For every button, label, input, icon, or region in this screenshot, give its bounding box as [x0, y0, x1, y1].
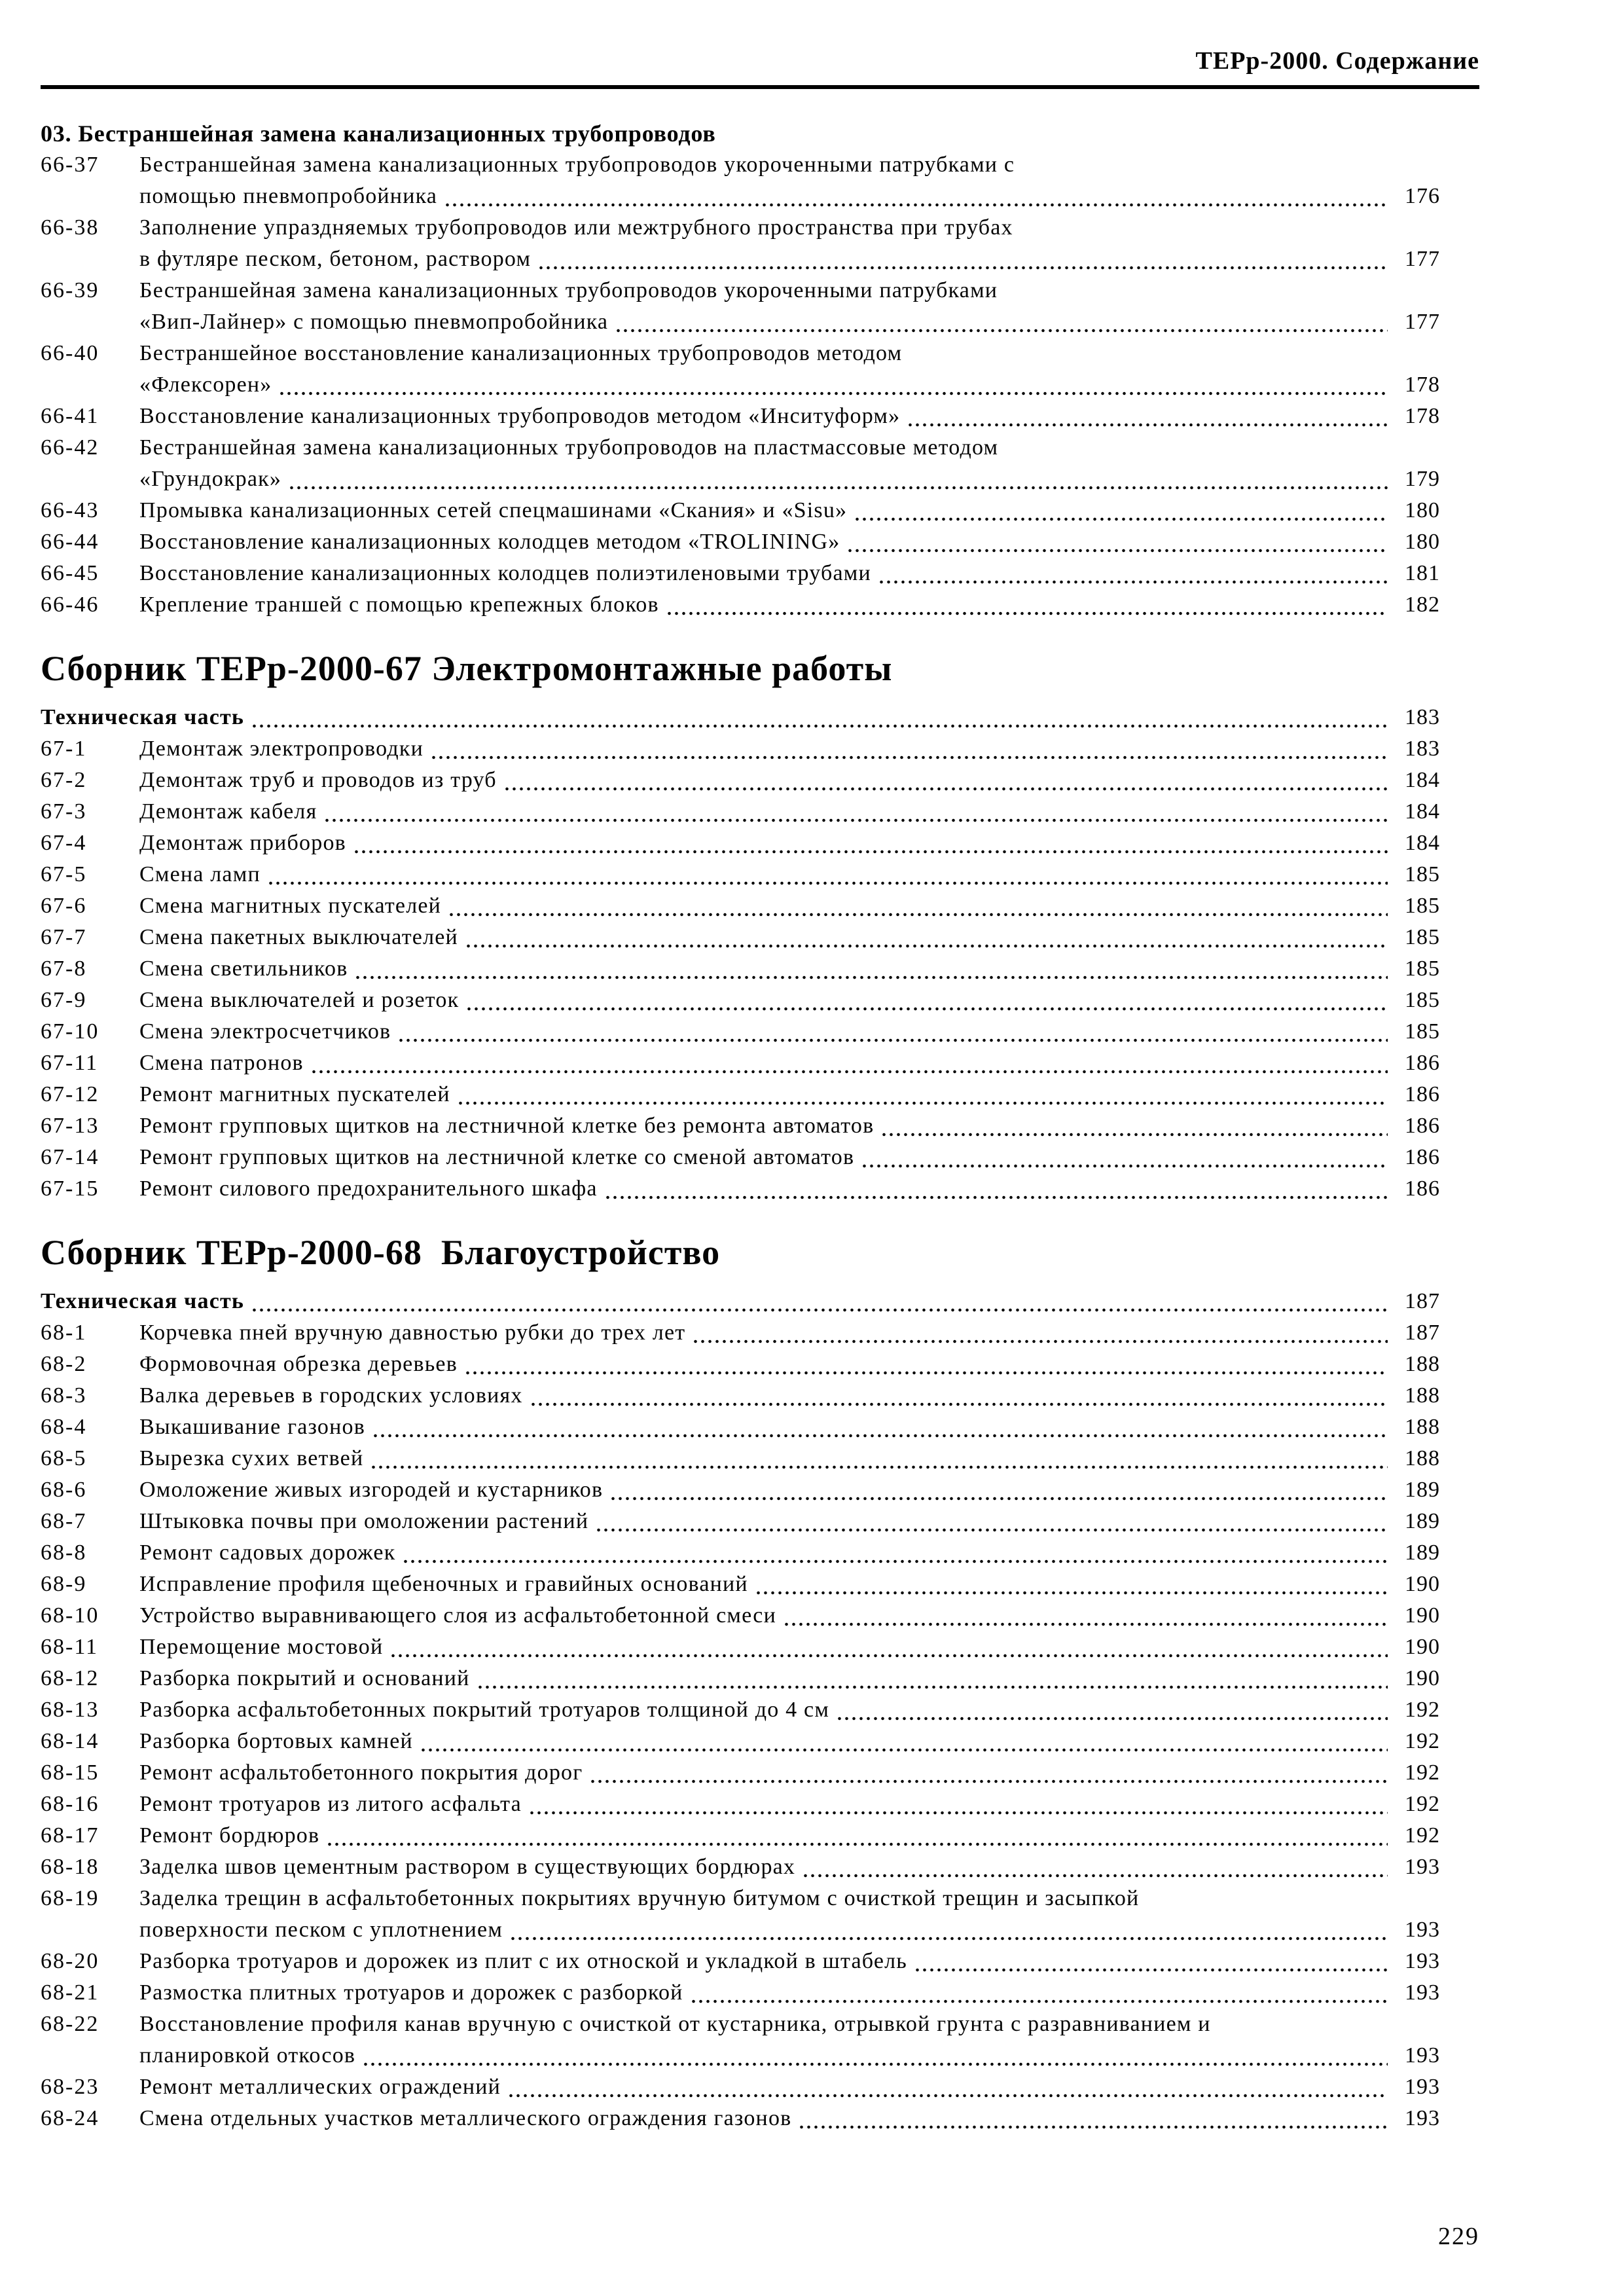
entry-title: Заполнение упраздняемых трубопроводов или межтрубного пространства при трубах	[139, 215, 1013, 240]
entry-page: 184	[1405, 799, 1440, 824]
dot-leader	[589, 1757, 1388, 1789]
entry-number: 68-21	[41, 1980, 99, 2005]
entry-title: Крепление траншей с помощью крепежных блоков	[139, 592, 659, 617]
toc-entry-row	[41, 432, 1440, 464]
dot-leader	[507, 2071, 1388, 2103]
dot-leader	[509, 1914, 1388, 1946]
dot-leader	[448, 890, 1388, 922]
entry-title: Демонтаж приборов	[139, 831, 346, 855]
entry-page: 183	[1405, 737, 1440, 761]
toc-entry-row	[41, 1946, 1440, 1977]
entry-title: Бестраншейное восстановление канализационных трубопроводов методом	[139, 341, 903, 365]
entry-title: Заделка трещин в асфальтобетонных покрытиях вручную битумом с очисткой трещин и засыпкой	[139, 1886, 1140, 1910]
entry-title: Формовочная обрезка деревьев	[139, 1352, 458, 1376]
dot-leader	[362, 2040, 1388, 2071]
entry-page: 187	[1405, 1321, 1440, 1345]
technical-part-row	[41, 702, 1440, 733]
entry-page: 192	[1405, 1698, 1440, 1722]
dot-leader	[251, 1286, 1388, 1317]
toc-entry-row	[41, 1317, 1440, 1349]
dot-leader	[323, 796, 1388, 828]
dot-leader	[397, 1016, 1388, 1048]
entry-number: 68-16	[41, 1792, 99, 1816]
entry-page: 187	[1405, 1289, 1440, 1313]
entry-title: Ремонт магнитных пускателей	[139, 1082, 450, 1106]
dot-leader	[692, 1317, 1388, 1349]
toc-entry-row	[41, 2040, 1440, 2071]
entry-number: 68-19	[41, 1886, 99, 1910]
toc-entry-row	[41, 244, 1440, 275]
dot-leader	[861, 1142, 1388, 1173]
entry-number: 66-45	[41, 561, 99, 585]
toc-entry-row	[41, 765, 1440, 796]
dot-leader	[464, 1349, 1388, 1380]
toc-entry-row	[41, 1914, 1440, 1946]
entry-page: 184	[1405, 768, 1440, 792]
entry-page: 190	[1405, 1635, 1440, 1659]
entry-page: 186	[1405, 1051, 1440, 1075]
entry-number: 68-5	[41, 1446, 87, 1470]
toc-entry-row	[41, 1048, 1440, 1079]
entry-number: 66-46	[41, 592, 99, 617]
entry-number: 67-4	[41, 831, 87, 855]
entry-title: Корчевка пней вручную давностью рубки до трех лет	[139, 1321, 686, 1345]
dot-leader	[615, 306, 1388, 338]
entry-number: 67-14	[41, 1145, 99, 1169]
entry-number: 67-6	[41, 894, 87, 918]
entry-number: 66-44	[41, 530, 99, 554]
entry-page: 184	[1405, 831, 1440, 855]
dot-leader	[457, 1079, 1388, 1110]
toc-entry-row	[41, 1016, 1440, 1048]
entry-title: Смена электросчетчиков	[139, 1019, 391, 1044]
entry-title: Смена выключателей и розеток	[139, 988, 460, 1012]
toc-entry-row	[41, 2071, 1440, 2103]
entry-number: 68-15	[41, 1760, 99, 1785]
toc-entry-row	[41, 1173, 1440, 1205]
entry-number: 67-11	[41, 1051, 99, 1075]
toc-entry-row	[41, 1977, 1440, 2009]
dot-leader	[465, 985, 1388, 1016]
toc-entry-row	[41, 369, 1440, 401]
entry-number: 68-9	[41, 1572, 87, 1596]
entry-title: Восстановление канализационных трубопроводов методом «Инситуформ»	[139, 404, 901, 428]
toc-entry-row	[41, 1443, 1440, 1474]
toc-entry-row	[41, 1851, 1440, 1883]
technical-part-row	[41, 1286, 1440, 1317]
entry-number: 66-37	[41, 153, 99, 177]
toc-entry-row	[41, 1883, 1440, 1914]
toc-entry-row	[41, 733, 1440, 765]
entry-page: 185	[1405, 894, 1440, 918]
entry-page: 192	[1405, 1760, 1440, 1785]
dot-leader	[798, 2103, 1388, 2134]
toc-entry-row	[41, 1726, 1440, 1757]
toc-entry-row	[41, 1349, 1440, 1380]
entry-number: 66-38	[41, 215, 99, 240]
dot-leader	[353, 828, 1388, 859]
dot-leader	[604, 1173, 1388, 1205]
entry-title: Бестраншейная замена канализационных трубопроводов на пластмассовые методом	[139, 435, 999, 460]
entry-page: 176	[1405, 184, 1440, 208]
dot-leader	[783, 1600, 1388, 1631]
entry-number: 68-11	[41, 1635, 99, 1659]
entry-number: 67-13	[41, 1114, 99, 1138]
entry-title: Ремонт групповых щитков на лестничной клетке со сменой автоматов	[139, 1145, 855, 1169]
entry-title: Бестраншейная замена канализационных трубопроводов укороченными патрубками	[139, 278, 998, 302]
dot-leader	[326, 1820, 1388, 1851]
entry-page: 190	[1405, 1603, 1440, 1628]
toc-entry-row	[41, 796, 1440, 828]
dot-leader	[370, 1443, 1388, 1474]
entry-page: 179	[1405, 467, 1440, 491]
toc-entry-row	[41, 589, 1440, 621]
entry-page: 189	[1405, 1509, 1440, 1533]
dot-leader	[530, 1380, 1388, 1412]
entry-page: 189	[1405, 1540, 1440, 1565]
entry-number: 67-5	[41, 862, 87, 886]
dot-leader	[666, 589, 1388, 621]
entry-page: 185	[1405, 988, 1440, 1012]
entry-title: планировкой откосов	[139, 2043, 356, 2068]
entry-title: Смена светильников	[139, 957, 348, 981]
entry-number: 67-2	[41, 768, 87, 792]
toc-entry-row	[41, 306, 1440, 338]
toc-entry-row	[41, 212, 1440, 244]
entry-number: 66-41	[41, 404, 99, 428]
dot-leader	[528, 1789, 1388, 1820]
entry-title: Восстановление канализационных колодцев методом «TROLINING»	[139, 530, 840, 554]
toc-entry-row	[41, 985, 1440, 1016]
toc-entry-row	[41, 526, 1440, 558]
entry-title: Смена ламп	[139, 862, 261, 886]
toc-entry-row	[41, 890, 1440, 922]
entry-number: 68-18	[41, 1855, 99, 1879]
entry-title: Перемощение мостовой	[139, 1635, 384, 1659]
entry-title: «Вип-Лайнер» с помощью пневмопробойника	[139, 310, 609, 334]
dot-leader	[854, 495, 1388, 526]
entry-title: Восстановление профиля канав вручную с очисткой от кустарника, отрывкой грунта с разравниванием и	[139, 2012, 1211, 2036]
entry-number: 68-14	[41, 1729, 99, 1753]
entry-number: 68-17	[41, 1823, 99, 1848]
header-rule	[41, 85, 1479, 89]
page-number: 229	[1438, 2223, 1479, 2250]
dot-leader	[537, 244, 1388, 275]
technical-part-label: Техническая часть	[41, 705, 245, 729]
toc-entry-row	[41, 1820, 1440, 1851]
entry-number: 68-2	[41, 1352, 87, 1376]
entry-page: 177	[1405, 310, 1440, 334]
toc-entry-row	[41, 338, 1440, 369]
table-of-contents	[41, 118, 1440, 2134]
entry-number: 67-10	[41, 1019, 99, 1044]
entry-number: 68-12	[41, 1666, 99, 1690]
entry-number: 67-15	[41, 1176, 99, 1201]
toc-entry-row	[41, 1142, 1440, 1173]
entry-number: 68-22	[41, 2012, 99, 2036]
entry-title: Разборка асфальтобетонных покрытий тротуаров толщиной до 4 см	[139, 1698, 830, 1722]
entry-page: 193	[1405, 2106, 1440, 2130]
dot-leader	[444, 181, 1388, 212]
dot-leader	[802, 1851, 1388, 1883]
entry-number: 67-9	[41, 988, 87, 1012]
entry-title: Восстановление канализационных колодцев полиэтиленовыми трубами	[139, 561, 871, 585]
entry-number: 68-4	[41, 1415, 87, 1439]
collection-heading: Сборник ТЕРр-2000-68 Благоустройство	[41, 1233, 721, 1272]
entry-page: 188	[1405, 1352, 1440, 1376]
entry-page: 190	[1405, 1572, 1440, 1596]
entry-title: Ремонт металлических ограждений	[139, 2075, 501, 2099]
entry-title: Бестраншейная замена канализационных трубопроводов укороченными патрубками с	[139, 153, 1015, 177]
dot-leader	[372, 1412, 1388, 1443]
entry-number: 68-24	[41, 2106, 99, 2130]
collection-heading: Сборник ТЕРр-2000-67 Электромонтажные работы	[41, 649, 893, 688]
entry-page: 192	[1405, 1729, 1440, 1753]
dot-leader	[402, 1537, 1388, 1569]
entry-page: 180	[1405, 498, 1440, 522]
entry-title: Демонтаж труб и проводов из труб	[139, 768, 497, 792]
entry-title: Смена пакетных выключателей	[139, 925, 458, 949]
technical-part-label: Техническая часть	[41, 1289, 245, 1313]
entry-number: 68-10	[41, 1603, 99, 1628]
dot-leader	[914, 1946, 1388, 1977]
entry-title: Разборка покрытий и оснований	[139, 1666, 470, 1690]
dot-leader	[354, 953, 1388, 985]
entry-number: 68-8	[41, 1540, 87, 1565]
entry-page: 193	[1405, 1949, 1440, 1973]
entry-number: 67-8	[41, 957, 87, 981]
entry-title: Разборка бортовых камней	[139, 1729, 413, 1753]
page-footer	[1438, 2221, 1479, 2251]
page-header	[41, 46, 1479, 89]
entry-title: Ремонт групповых щитков на лестничной клетке без ремонта автоматов	[139, 1114, 875, 1138]
entry-number: 68-20	[41, 1949, 99, 1973]
entry-number: 66-40	[41, 341, 99, 365]
entry-number: 68-1	[41, 1321, 87, 1345]
entry-title: Заделка швов цементным раствором в существующих бордюрах	[139, 1855, 796, 1879]
entry-title: Демонтаж электропроводки	[139, 737, 424, 761]
entry-page: 185	[1405, 862, 1440, 886]
toc-entry-row	[41, 275, 1440, 306]
entry-title: помощью пневмопробойника	[139, 184, 438, 208]
entry-title: Демонтаж кабеля	[139, 799, 317, 824]
dot-leader	[267, 859, 1388, 890]
dot-leader	[846, 526, 1388, 558]
toc-entry-row	[41, 495, 1440, 526]
entry-number: 66-43	[41, 498, 99, 522]
entry-page: 192	[1405, 1823, 1440, 1848]
dot-leader	[609, 1474, 1388, 1506]
entry-page: 185	[1405, 1019, 1440, 1044]
entry-title: «Флексорен»	[139, 373, 272, 397]
entry-title: Омоложение живых изгородей и кустарников	[139, 1478, 604, 1502]
entry-number: 67-7	[41, 925, 87, 949]
toc-entry-row	[41, 953, 1440, 985]
dot-leader	[288, 464, 1388, 495]
running-title: ТЕРр-2000. Содержание	[1195, 47, 1479, 75]
entry-page: 178	[1405, 404, 1440, 428]
entry-title: Вырезка сухих ветвей	[139, 1446, 364, 1470]
entry-title: Ремонт асфальтобетонного покрытия дорог	[139, 1760, 583, 1785]
entry-title: Промывка канализационных сетей спецмашинами «Скания» и «Sisu»	[139, 498, 848, 522]
toc-entry-row	[41, 1569, 1440, 1600]
group-subheading: 03. Бестраншейная замена канализационных трубопроводов	[41, 120, 716, 147]
entry-title: «Грундокрак»	[139, 467, 282, 491]
entry-title: Ремонт тротуаров из литого асфальта	[139, 1792, 522, 1816]
entry-number: 68-23	[41, 2075, 99, 2099]
entry-page: 193	[1405, 2043, 1440, 2068]
toc-entry-row	[41, 1789, 1440, 1820]
entry-title: Размостка плитных тротуаров и дорожек с разборкой	[139, 1980, 683, 2005]
dot-leader	[836, 1694, 1388, 1726]
entry-title: Штыковка почвы при омоложении растений	[139, 1509, 589, 1533]
toc-entry-row	[41, 1694, 1440, 1726]
toc-entry-row	[41, 1537, 1440, 1569]
entry-title: Смена отдельных участков металлического ограждения газонов	[139, 2106, 792, 2130]
toc-entry-row	[41, 859, 1440, 890]
dot-leader	[595, 1506, 1388, 1537]
dot-leader	[503, 765, 1388, 796]
toc-entry-row	[41, 181, 1440, 212]
toc-entry-row	[41, 1110, 1440, 1142]
entry-title: Ремонт садовых дорожек	[139, 1540, 396, 1565]
entry-page: 183	[1405, 705, 1440, 729]
entry-title: поверхности песком с уплотнением	[139, 1918, 503, 1942]
toc-entry-row	[41, 828, 1440, 859]
toc-entry-row	[41, 1631, 1440, 1663]
entry-title: Смена патронов	[139, 1051, 304, 1075]
entry-page: 193	[1405, 1918, 1440, 1942]
entry-title: Разборка тротуаров и дорожек из плит с их отноской и укладкой в штабель	[139, 1949, 907, 1973]
dot-leader	[389, 1631, 1388, 1663]
entry-title: в футляре песком, бетоном, раствором	[139, 247, 532, 271]
toc-entry-row	[41, 149, 1440, 181]
dot-leader	[755, 1569, 1388, 1600]
entry-number: 67-12	[41, 1082, 99, 1106]
dot-leader	[878, 558, 1388, 589]
entry-page: 185	[1405, 957, 1440, 981]
entry-page: 185	[1405, 925, 1440, 949]
dot-leader	[465, 922, 1388, 953]
toc-entry-row	[41, 922, 1440, 953]
toc-entry-row	[41, 1600, 1440, 1631]
entry-page: 186	[1405, 1082, 1440, 1106]
entry-title: Валка деревьев в городских условиях	[139, 1383, 523, 1408]
dot-leader	[430, 733, 1388, 765]
toc-entry-row	[41, 1506, 1440, 1537]
entry-page: 186	[1405, 1176, 1440, 1201]
entry-page: 178	[1405, 373, 1440, 397]
entry-page: 193	[1405, 1980, 1440, 2005]
entry-number: 68-6	[41, 1478, 87, 1502]
entry-title: Ремонт бордюров	[139, 1823, 320, 1848]
entry-title: Выкашивание газонов	[139, 1415, 365, 1439]
dot-leader	[880, 1110, 1388, 1142]
entry-page: 180	[1405, 530, 1440, 554]
dot-leader	[907, 401, 1388, 432]
dot-leader	[251, 702, 1388, 733]
toc-entry-row	[41, 2103, 1440, 2134]
entry-title: Ремонт силового предохранительного шкафа	[139, 1176, 598, 1201]
entry-number: 67-3	[41, 799, 87, 824]
entry-title: Смена магнитных пускателей	[139, 894, 442, 918]
entry-title: Устройство выравнивающего слоя из асфальтобетонной смеси	[139, 1603, 776, 1628]
entry-number: 68-3	[41, 1383, 87, 1408]
entry-page: 193	[1405, 1855, 1440, 1879]
entry-page: 186	[1405, 1145, 1440, 1169]
dot-leader	[690, 1977, 1388, 2009]
entry-number: 68-13	[41, 1698, 99, 1722]
entry-title: Исправление профиля щебеночных и гравийных оснований	[139, 1572, 748, 1596]
entry-number: 68-7	[41, 1509, 87, 1533]
toc-entry-row	[41, 1380, 1440, 1412]
entry-number: 67-1	[41, 737, 87, 761]
entry-page: 193	[1405, 2075, 1440, 2099]
dot-leader	[420, 1726, 1388, 1757]
entry-page: 192	[1405, 1792, 1440, 1816]
entry-page: 188	[1405, 1446, 1440, 1470]
entry-number: 66-39	[41, 278, 99, 302]
entry-page: 182	[1405, 592, 1440, 617]
dot-leader	[278, 369, 1388, 401]
toc-entry-row	[41, 1757, 1440, 1789]
entry-page: 181	[1405, 561, 1440, 585]
toc-entry-row	[41, 558, 1440, 589]
entry-page: 188	[1405, 1415, 1440, 1439]
entry-page: 188	[1405, 1383, 1440, 1408]
entry-page: 190	[1405, 1666, 1440, 1690]
toc-entry-row	[41, 1412, 1440, 1443]
entry-number: 66-42	[41, 435, 99, 460]
entry-page: 189	[1405, 1478, 1440, 1502]
toc-entry-row	[41, 1663, 1440, 1694]
toc-entry-row	[41, 1079, 1440, 1110]
dot-leader	[477, 1663, 1388, 1694]
entry-page: 186	[1405, 1114, 1440, 1138]
toc-entry-row	[41, 464, 1440, 495]
entry-page: 177	[1405, 247, 1440, 271]
toc-entry-row	[41, 1474, 1440, 1506]
dot-leader	[310, 1048, 1388, 1079]
toc-entry-row	[41, 2009, 1440, 2040]
toc-entry-row	[41, 401, 1440, 432]
